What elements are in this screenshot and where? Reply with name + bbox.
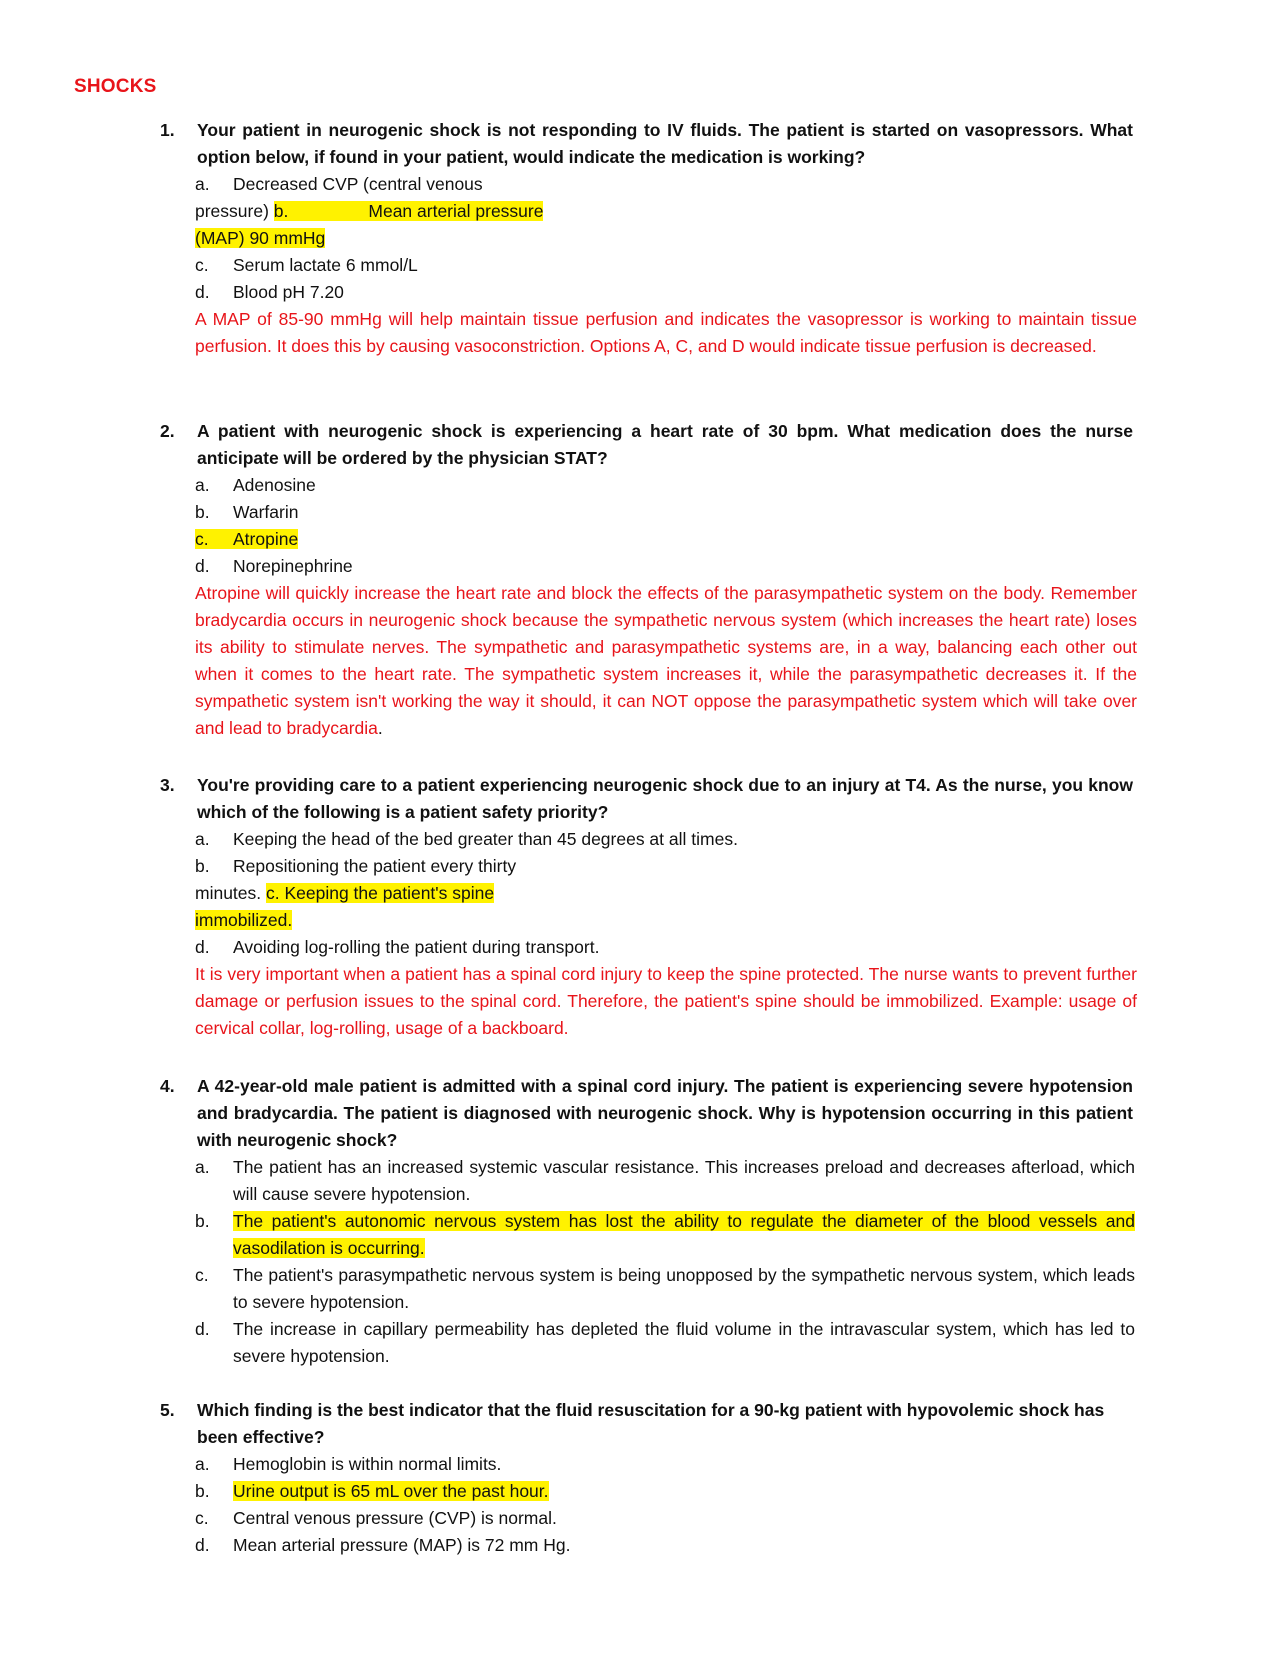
q3-option-b xyxy=(195,853,516,880)
option-text: Decreased CVP (central venous xyxy=(233,174,483,194)
option-text: Adenosine xyxy=(233,475,316,495)
explanation-period: . xyxy=(377,718,383,738)
option-letter: a. xyxy=(195,1454,210,1474)
q3-option-d xyxy=(195,934,599,961)
option-text: Hemoglobin is within normal limits. xyxy=(233,1454,502,1474)
option-text: minutes. xyxy=(195,883,266,903)
option-text-wrapper xyxy=(233,1208,1135,1262)
option-text: Mean arterial pressure (MAP) is 72 mm Hg. xyxy=(233,1535,571,1555)
option-text: Avoiding log-rolling the patient during transport. xyxy=(233,937,600,957)
option-text: Atropine xyxy=(233,529,299,549)
q3-option-c-continued xyxy=(195,907,292,934)
q2-option-d xyxy=(195,553,353,580)
question-text: Which finding is the best indicator that the fluid resuscitation for a 90-kg patient with hypovolemic shock has been effective? xyxy=(197,1400,1105,1447)
option-letter: a. xyxy=(195,829,210,849)
option-letter: d. xyxy=(195,556,210,576)
q2-explanation xyxy=(195,580,1137,742)
option-letter: a. xyxy=(195,475,210,495)
question-number: 2. xyxy=(160,421,175,441)
q1-option-a xyxy=(195,171,483,198)
q2-option-b xyxy=(195,499,298,526)
option-letter: c. xyxy=(195,1265,209,1285)
document-title: SHOCKS xyxy=(74,76,157,97)
option-text: Mean arterial pressure xyxy=(368,201,544,221)
option-text: Serum lactate 6 mmol/L xyxy=(233,255,418,275)
option-letter: c. xyxy=(195,255,209,275)
option-text: The patient has an increased systemic vascular resistance. This increases preload and decreases afterload, which will cause severe hypotension. xyxy=(233,1157,1135,1204)
q1-option-c xyxy=(195,252,418,279)
q5-option-b xyxy=(195,1478,549,1505)
q4-option-b xyxy=(195,1208,1135,1262)
correct-option-highlight xyxy=(195,529,298,549)
question-text: Your patient in neurogenic shock is not responding to IV fluids. The patient is started on vasopressors. What option below, if found in your patient, would indicate the medication is working? xyxy=(197,120,1133,167)
question-text: You're providing care to a patient experiencing neurogenic shock due to an injury at T4. As the nurse, you know which of the following is a patient safety priority? xyxy=(197,775,1133,822)
q4-option-a xyxy=(195,1154,1135,1208)
option-text: The increase in capillary permeability has depleted the fluid volume in the intravascular system, which has led to severe hypotension. xyxy=(233,1319,1135,1366)
q3-option-a xyxy=(195,826,738,853)
q1-option-d xyxy=(195,279,344,306)
option-text: Warfarin xyxy=(233,502,299,522)
option-letter: a. xyxy=(195,1157,210,1177)
question-number: 3. xyxy=(160,775,175,795)
option-letter: a. xyxy=(195,174,210,194)
option-letter: c. xyxy=(195,1508,209,1528)
option-text: Central venous pressure (CVP) is normal. xyxy=(233,1508,557,1528)
option-letter: d. xyxy=(195,1319,210,1339)
correct-option-highlight: Urine output is 65 mL over the past hour. xyxy=(233,1481,549,1501)
q2-option-c xyxy=(195,526,298,553)
q4-option-c xyxy=(195,1262,1135,1316)
option-letter: d. xyxy=(195,282,210,302)
q1-option-b-line xyxy=(195,198,543,225)
correct-option-highlight: c. Keeping the patient's spine xyxy=(266,883,495,903)
question-number: 4. xyxy=(160,1076,175,1096)
option-letter: b. xyxy=(195,1481,210,1501)
correct-option-highlight: The patient's autonomic nervous system has lost the ability to regulate the diameter of the blood vessels and vasodilation is occurring. xyxy=(233,1211,1135,1258)
q3-explanation: It is very important when a patient has a spinal cord injury to keep the spine protected. The nurse wants to prevent further damage or perfusion issues to the spinal cord. Therefore, the patient's spine should be immobilized. Example: usage of cervical collar, log-rolling, usage of a backboard. xyxy=(195,964,1137,1038)
question-text: A 42-year-old male patient is admitted with a spinal cord injury. The patient is experiencing severe hypotension and bradycardia. The patient is diagnosed with neurogenic shock. Why is hypotension occurring in this patient with neurogenic shock? xyxy=(197,1076,1133,1150)
option-letter: b. xyxy=(273,201,289,221)
question-number: 1. xyxy=(160,120,175,140)
option-letter: c. xyxy=(195,529,209,549)
option-text: Keeping the head of the bed greater than 45 degrees at all times. xyxy=(233,829,738,849)
option-text: Norepinephrine xyxy=(233,556,353,576)
question-text: A patient with neurogenic shock is experiencing a heart rate of 30 bpm. What medication does the nurse anticipate will be ordered by the physician STAT? xyxy=(197,421,1133,468)
option-letter: b. xyxy=(195,856,210,876)
q4-option-d xyxy=(195,1316,1135,1370)
q5-option-a xyxy=(195,1451,501,1478)
option-text: Repositioning the patient every thirty xyxy=(233,856,517,876)
q1-option-b-continued xyxy=(195,225,325,252)
q2-option-a xyxy=(195,472,316,499)
option-text: Blood pH 7.20 xyxy=(233,282,344,302)
option-letter: d. xyxy=(195,937,210,957)
option-letter: d. xyxy=(195,1535,210,1555)
option-letter: b. xyxy=(195,1211,210,1231)
correct-option-highlight: (MAP) 90 mmHg xyxy=(195,228,326,248)
q5-option-d xyxy=(195,1532,570,1559)
q1-explanation: A MAP of 85-90 mmHg will help maintain tissue perfusion and indicates the vasopressor is working to maintain tissue perfusion. It does this by causing vasoconstriction. Options A, C, and D would indicate tissue perfusion is decreased. xyxy=(195,309,1137,356)
q5-option-c xyxy=(195,1505,557,1532)
explanation-text: Atropine will quickly increase the heart rate and block the effects of the parasympathetic system on the body. Remember bradycardia occurs in neurogenic shock because the sympathetic nervous system (which increases the heart rate) loses its ability to stimulate nerves. The sympathetic and parasympathetic systems are, in a way, balancing each other out when it comes to the heart rate. The sympathetic system increases it, while the parasympathetic decreases it. If the sympathetic system isn't working the way it should, it can NOT oppose the parasympathetic system which will take over and lead to bradycardia xyxy=(195,583,1137,738)
question-number: 5. xyxy=(160,1400,175,1420)
correct-option-highlight xyxy=(274,201,544,221)
q3-option-c-line xyxy=(195,880,494,907)
correct-option-highlight: immobilized. xyxy=(195,910,293,930)
option-letter: b. xyxy=(195,502,210,522)
option-text: The patient's parasympathetic nervous system is being unopposed by the sympathetic nervous system, which leads to severe hypotension. xyxy=(233,1265,1135,1312)
option-text: pressure) xyxy=(195,201,274,221)
